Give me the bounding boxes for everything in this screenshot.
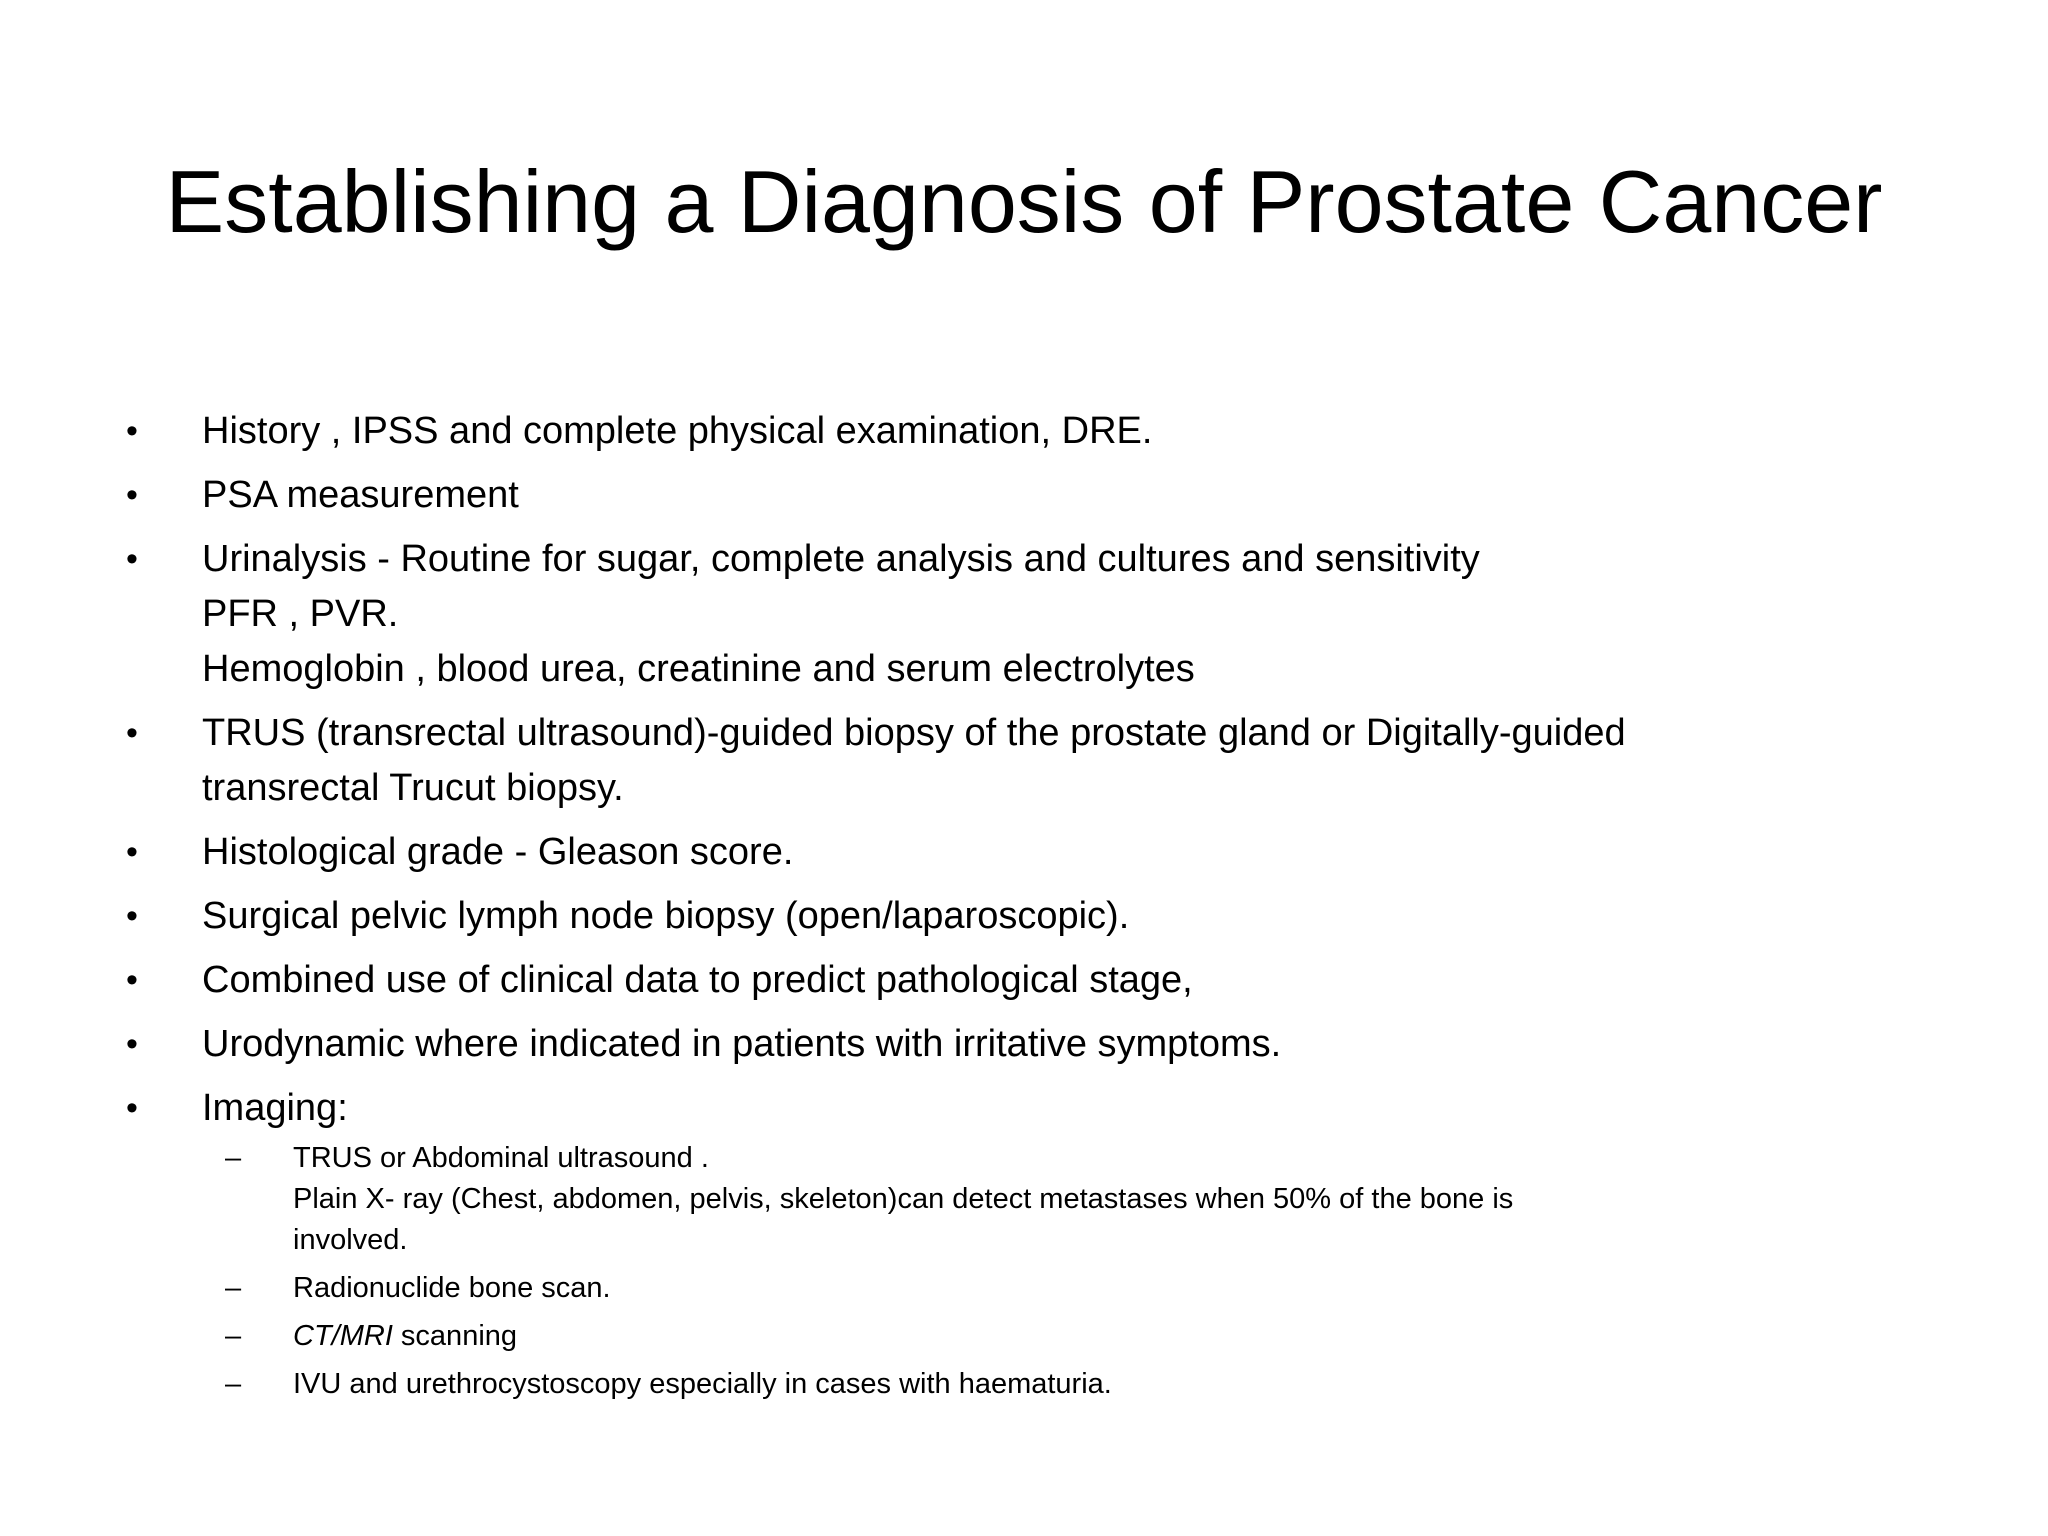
bullet-text: PFR , PVR.: [202, 593, 399, 635]
bullet-text: History , IPSS and complete physical examination, DRE.: [202, 410, 1153, 452]
bullet-item-trus-biopsy: [120, 706, 1960, 816]
bullet-marker: •: [126, 833, 138, 871]
sub-bullet-text: TRUS or Abdominal ultrasound .: [293, 1142, 709, 1174]
bullet-item-lymph-node-biopsy: [120, 889, 1960, 944]
sub-item-ultrasound-xray: [120, 1138, 1960, 1261]
bullet-text: Surgical pelvic lymph node biopsy (open/laparoscopic).: [202, 895, 1130, 937]
bullet-text: Urodynamic where indicated in patients with irritative symptoms.: [202, 1023, 1282, 1065]
bullet-text: transrectal Trucut biopsy.: [202, 767, 624, 809]
sub-bullet-marker: –: [225, 1320, 242, 1352]
bullet-marker: •: [126, 540, 138, 578]
bullet-text: Imaging:: [202, 1087, 348, 1129]
sub-bullet-italic-text: CT/MRI: [293, 1320, 393, 1352]
imaging-sub-list: [120, 1138, 1960, 1405]
bullet-item-clinical-data: [120, 953, 1960, 1008]
bullet-item-urinalysis: [120, 532, 1960, 697]
slide-title: Establishing a Diagnosis of Prostate Cancer: [165, 152, 1883, 251]
sub-bullet-text: Plain X- ray (Chest, abdomen, pelvis, skeleton)can detect metastases when 50% of the bone is: [293, 1183, 1514, 1215]
bullet-text: Combined use of clinical data to predict pathological stage,: [202, 959, 1193, 1001]
bullet-marker: •: [126, 1089, 138, 1127]
bullet-text: Urinalysis - Routine for sugar, complete analysis and cultures and sensitivity: [202, 538, 1480, 580]
bullet-marker: •: [126, 714, 138, 752]
bullet-marker: •: [126, 1025, 138, 1063]
bullet-item-imaging: [120, 1081, 1960, 1136]
bullet-marker: •: [126, 412, 138, 450]
sub-item-bone-scan: [120, 1268, 1960, 1309]
bullet-text: TRUS (transrectal ultrasound)-guided biopsy of the prostate gland or Digitally-guided: [202, 712, 1626, 754]
bullet-text: PSA measurement: [202, 474, 519, 516]
sub-bullet-marker: –: [225, 1368, 242, 1400]
sub-bullet-text: involved.: [293, 1224, 408, 1256]
bullet-item-urodynamic: [120, 1017, 1960, 1072]
bullet-marker: •: [126, 476, 138, 514]
sub-item-ct-mri: [120, 1316, 1960, 1357]
bullet-marker: •: [126, 897, 138, 935]
bullet-item-history: [120, 404, 1960, 459]
bullet-marker: •: [126, 961, 138, 999]
bullet-item-psa: [120, 468, 1960, 523]
sub-bullet-rest-text: scanning: [392, 1320, 518, 1352]
sub-bullet-text: IVU and urethrocystoscopy especially in cases with haematuria.: [293, 1368, 1112, 1400]
bullet-text: Histological grade - Gleason score.: [202, 831, 794, 873]
bullet-item-histological-grade: [120, 825, 1960, 880]
sub-bullet-marker: –: [225, 1142, 242, 1174]
sub-bullet-marker: –: [225, 1272, 242, 1304]
sub-item-ivu: [120, 1364, 1960, 1405]
slide-body: [120, 404, 1960, 1412]
sub-bullet-text: Radionuclide bone scan.: [293, 1272, 611, 1304]
bullet-text: Hemoglobin , blood urea, creatinine and serum electrolytes: [202, 648, 1195, 690]
sub-bullet-text: [293, 1316, 1960, 1357]
